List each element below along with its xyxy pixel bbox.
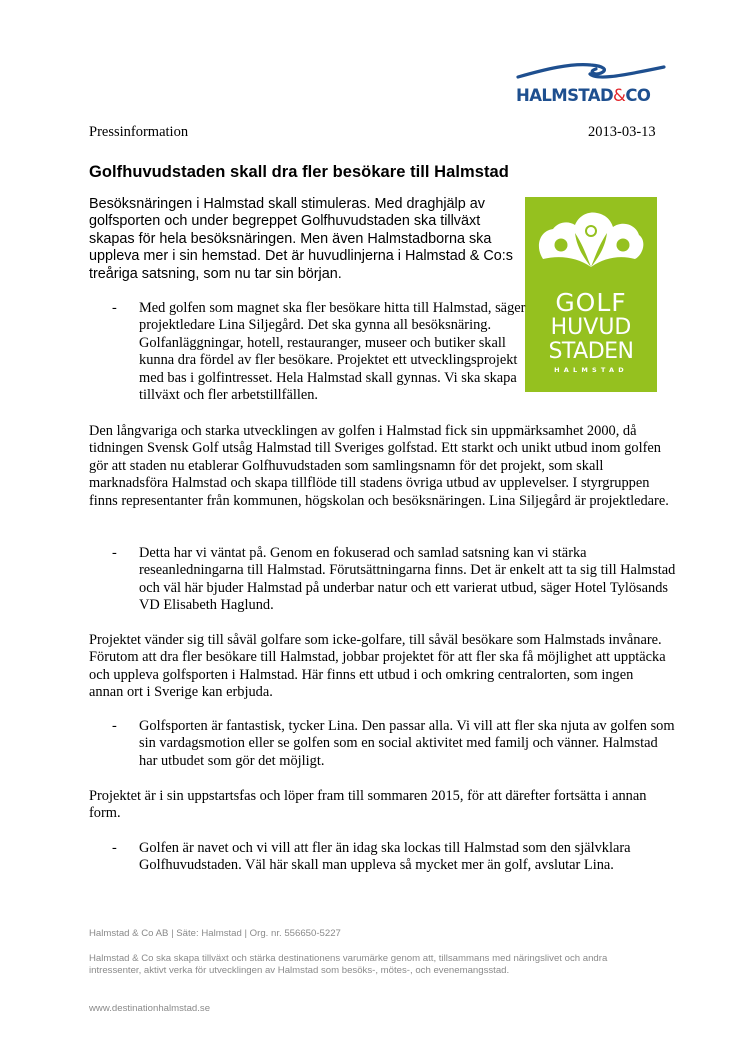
golf-logo-line-staden: STADEN xyxy=(548,339,634,364)
quote-text: Golfen är navet och vi vill att fler än idag ska lockas till Halmstad som den självklara Golfhuvudstaden. Väl här skall man uppleva så mycket mer än golf, avslutar Lina. xyxy=(139,840,631,874)
logo-suffix: CO xyxy=(625,86,651,105)
wave-icon xyxy=(516,55,666,85)
page-title: Golfhuvudstaden skall dra fler besökare till Halmstad xyxy=(89,163,509,181)
logo-wordmark xyxy=(516,86,650,105)
logo-name: HALMSTAD xyxy=(516,86,614,105)
body-paragraph: Projektet är i sin uppstartsfas och löper fram till sommaren 2015, för att därefter fortsätta i annan form. xyxy=(89,788,647,822)
dash-bullet: - xyxy=(112,718,117,734)
quote-text: Golfsporten är fantastisk, tycker Lina. Den passar alla. Vi vill att fler ska njuta av golfen som sin vardagsmotion eller se golfen som en social aktivitet med familj och vänner. Halmstad har utbudet som gör det möjligt. xyxy=(139,718,675,769)
golfhuvudstaden-logo xyxy=(525,197,657,392)
logo-ampersand: & xyxy=(613,86,626,105)
halmstad-co-logo xyxy=(512,55,672,107)
footer-company-line: Halmstad & Co AB | Säte: Halmstad | Org. nr. 556650-5227 xyxy=(89,928,341,939)
quote-text: Detta har vi väntat på. Genom en fokuserad och samlad satsning kan vi stärka reseanledningarna till Halmstad. Förutsättningarna finns. Det är enkelt att ta sig till Halmstad och väl här bjuder Halmstad på underbar natur och ett varierat utbud, säger Hotel Tylösands VD Elisabeth Haglund. xyxy=(139,545,676,614)
golf-logo-line-huvud: HUVUD xyxy=(550,315,632,340)
golf-logo-line-golf: GOLF xyxy=(555,288,627,317)
dash-bullet: - xyxy=(112,300,117,316)
golf-logo-line-halmstad: HALMSTAD xyxy=(554,366,628,374)
dash-bullet: - xyxy=(112,545,117,561)
quote-text: Med golfen som magnet ska fler besökare hitta till Halmstad, säger projektledare Lina Siljegård. Det ska gynna all besöksnäring. Golfanläggningar, hotell, restauranger, museer och butiker skall kunna dra fördel av fler besökare. Projektet ett utvecklingsprojekt med bas i golfintresset. Hela Halmstad skall gynnas. Vi ska skapa tillväxt och fler arbetstillfällen. xyxy=(139,300,526,404)
intro-paragraph: Besöksnäringen i Halmstad skall stimuleras. Med draghjälp av golfsporten och under begreppet Golfhuvudstaden ska tillväxt skapas för hela besöksnäringen. Men även Halmstadborna ska uppleva mer i sin hemstad. Det är huvudlinjerna i Halmstad & Co:s treåriga satsning, som nu tar sin början. xyxy=(89,196,513,282)
doc-type-label: Pressinformation xyxy=(89,124,189,140)
footer-website-link[interactable]: www.destinationhalmstad.se xyxy=(89,1003,211,1014)
footer-mission: Halmstad & Co ska skapa tillväxt och stärka destinationens varumärke genom att, tillsammans med näringslivet och andra intressenter, aktivt verka för utvecklingen av Halmstad som besöks-, mötes-, och evenemangsstad. xyxy=(89,953,608,976)
dash-bullet: - xyxy=(112,840,117,856)
doc-date: 2013-03-13 xyxy=(588,124,656,140)
body-paragraph: Projektet vänder sig till såväl golfare som icke-golfare, till såväl besökare som Halmstads invånare. Förutom att dra fler besökare till Halmstad, jobbar projektet för att fler ska få möjlighet att upptäcka och uppleva golfsporten i Halmstad. Här finns ett utbud i och omkring centralorten, som ingen annan ort i Sverige kan erbjuda. xyxy=(89,632,666,701)
body-paragraph: Den långvariga och starka utvecklingen av golfen i Halmstad fick sin uppmärksamhet 2000, då tidningen Svensk Golf utsåg Halmstad till Sveriges golfstad. Ett starkt och unikt utbud inom golfen gör att staden nu etablerar Golfhuvudstaden som samlingsnamn för det projekt, som skall marknadsföra Halmstad och skapa tillflöde till stadens övriga utbud av upplevelser. I styrgruppen finns representanter från kommunen, högskolan och besöksnäringen. Lina Siljegård är projektledare. xyxy=(89,423,669,509)
